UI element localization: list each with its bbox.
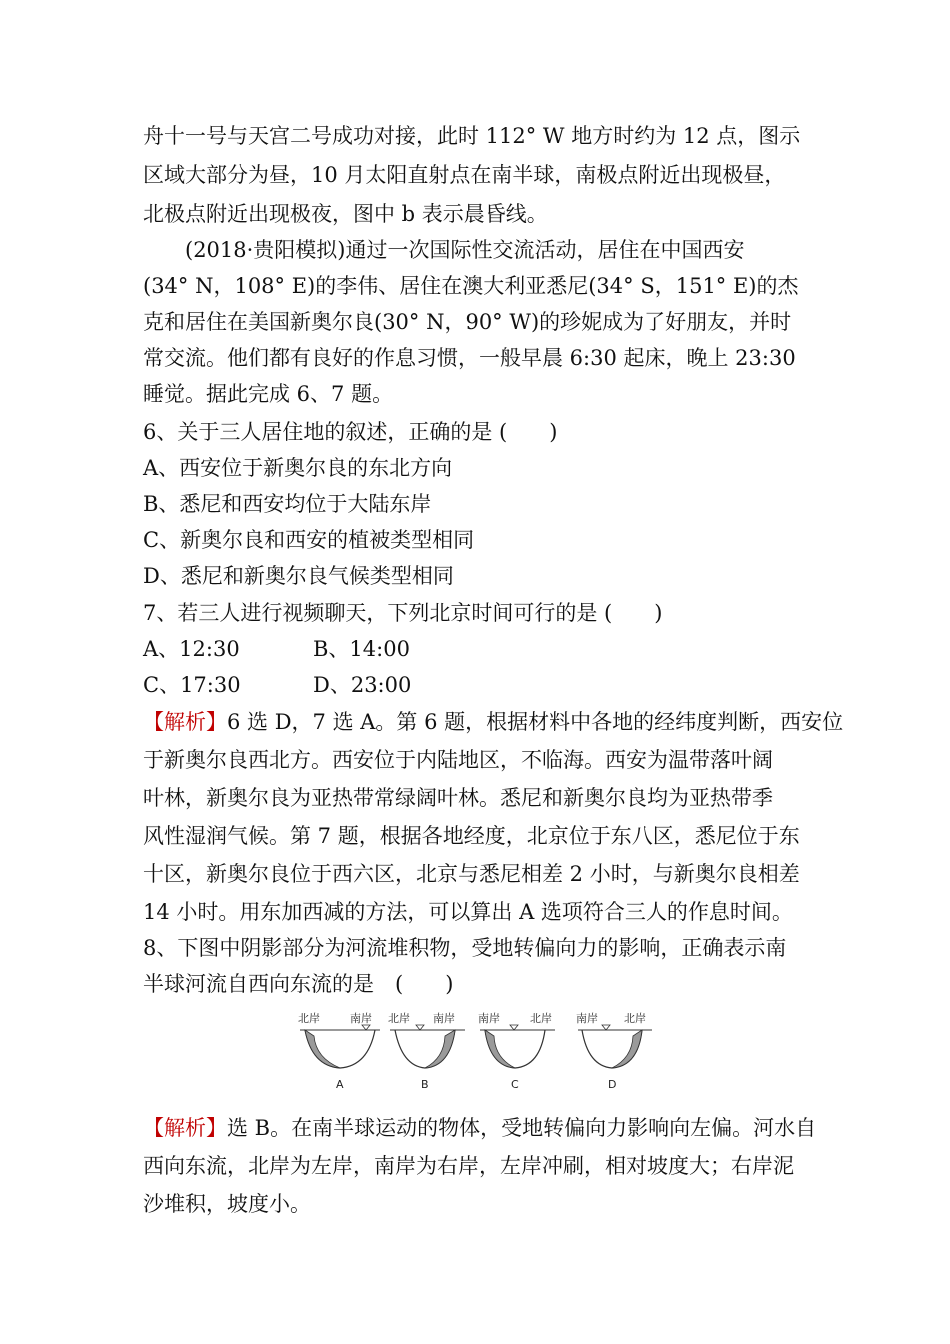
material-line: 睡觉。据此完成 6、7 题。 <box>143 382 394 406</box>
question-7-options-row <box>143 667 412 703</box>
analysis-tag: 【解析】 <box>143 710 227 734</box>
bank-label: 北岸 <box>298 1012 320 1025</box>
material-line: 常交流。他们都有良好的作息习惯，一般早晨 6:30 起床，晚上 23:30 <box>143 346 796 370</box>
question-7-option-a: A、12:30 <box>143 637 240 661</box>
river-diagram-c <box>478 1011 555 1091</box>
analysis-line: 十区，新奥尔良位于西六区，北京与悉尼相差 2 小时，与新奥尔良相差 <box>143 862 800 886</box>
question-6-option-c: C、新奥尔良和西安的植被类型相同 <box>143 528 475 552</box>
question-7-option-c: C、17:30 <box>143 673 241 697</box>
analysis-text: 选 B。在南半球运动的物体，受地转偏向力影响向左偏。河水自 <box>227 1116 817 1140</box>
text-line: 北极点附近出现极夜，图中 b 表示晨昏线。 <box>143 202 548 226</box>
analysis-line: 西向东流，北岸为左岸，南岸为右岸，左岸冲刷，相对坡度大；右岸泥 <box>143 1154 794 1178</box>
bank-label: 北岸 <box>530 1012 552 1025</box>
analysis-line: 沙堆积，坡度小。 <box>143 1192 311 1216</box>
question-7-stem: 7、若三人进行视频聊天，下列北京时间可行的是 ( ) <box>143 601 663 625</box>
diagram-letter: D <box>608 1078 617 1091</box>
text-line: 区域大部分为昼，10 月太阳直射点在南半球，南极点附近出现极昼， <box>143 163 786 187</box>
question-6-option-d: D、悉尼和新奥尔良气候类型相同 <box>143 564 454 588</box>
river-diagram-b <box>388 1011 465 1091</box>
question-7-option-b: B、14:00 <box>313 637 410 661</box>
question-8-stem: 半球河流自西向东流的是 ( ) <box>143 972 454 996</box>
question-8-stem: 8、下图中阴影部分为河流堆积物，受地转偏向力的影响，正确表示南 <box>143 936 787 960</box>
question-6-option-a: A、西安位于新奥尔良的东北方向 <box>143 456 453 480</box>
analysis-line <box>143 704 843 740</box>
diagram-letter: C <box>511 1078 519 1091</box>
bank-label: 北岸 <box>624 1012 646 1025</box>
river-diagram-a <box>298 1011 380 1091</box>
sediment-deposit <box>305 1030 340 1068</box>
analysis-line: 叶林，新奥尔良为亚热带常绿阔叶林。悉尼和新奥尔良均为亚热带季 <box>143 786 773 810</box>
question-6-stem: 6、关于三人居住地的叙述，正确的是 ( ) <box>143 420 558 444</box>
material-line: (2018·贵阳模拟)通过一次国际性交流活动，居住在中国西安 <box>185 238 745 262</box>
diagram-letter: A <box>336 1078 344 1091</box>
question-7-options-row <box>143 631 410 667</box>
analysis-tag: 【解析】 <box>143 1116 227 1140</box>
question-7-option-d: D、23:00 <box>313 673 412 697</box>
analysis-line <box>143 1110 816 1146</box>
diagram-letter: B <box>421 1078 429 1091</box>
sediment-deposit <box>612 1030 642 1068</box>
analysis-line: 风性湿润气候。第 7 题，根据各地经度，北京位于东八区，悉尼位于东 <box>143 824 800 848</box>
bank-label: 南岸 <box>576 1012 598 1025</box>
question-6-option-b: B、悉尼和西安均位于大陆东岸 <box>143 492 432 516</box>
material-line: 克和居住在美国新奥尔良(30° N，90° W)的珍妮成为了好朋友，并时 <box>143 310 792 334</box>
river-cross-section-figure <box>290 1008 660 1093</box>
analysis-text: 6 选 D，7 选 A。第 6 题，根据材料中各地的经纬度判断，西安位 <box>227 710 844 734</box>
river-diagram-d <box>576 1011 652 1091</box>
bank-label: 南岸 <box>478 1012 500 1025</box>
analysis-line: 于新奥尔良西北方。西安位于内陆地区，不临海。西安为温带落叶阔 <box>143 748 773 772</box>
bank-label: 北岸 <box>388 1012 410 1025</box>
bank-label: 南岸 <box>350 1012 372 1025</box>
analysis-line: 14 小时。用东加西减的方法，可以算出 A 选项符合三人的作息时间。 <box>143 900 793 924</box>
material-line: (34° N，108° E)的李伟、居住在澳大利亚悉尼(34° S，151° E)的杰 <box>143 274 799 298</box>
text-line: 舟十一号与天宫二号成功对接，此时 112° W 地方时约为 12 点，图示 <box>143 124 801 148</box>
bank-label: 南岸 <box>433 1012 455 1025</box>
